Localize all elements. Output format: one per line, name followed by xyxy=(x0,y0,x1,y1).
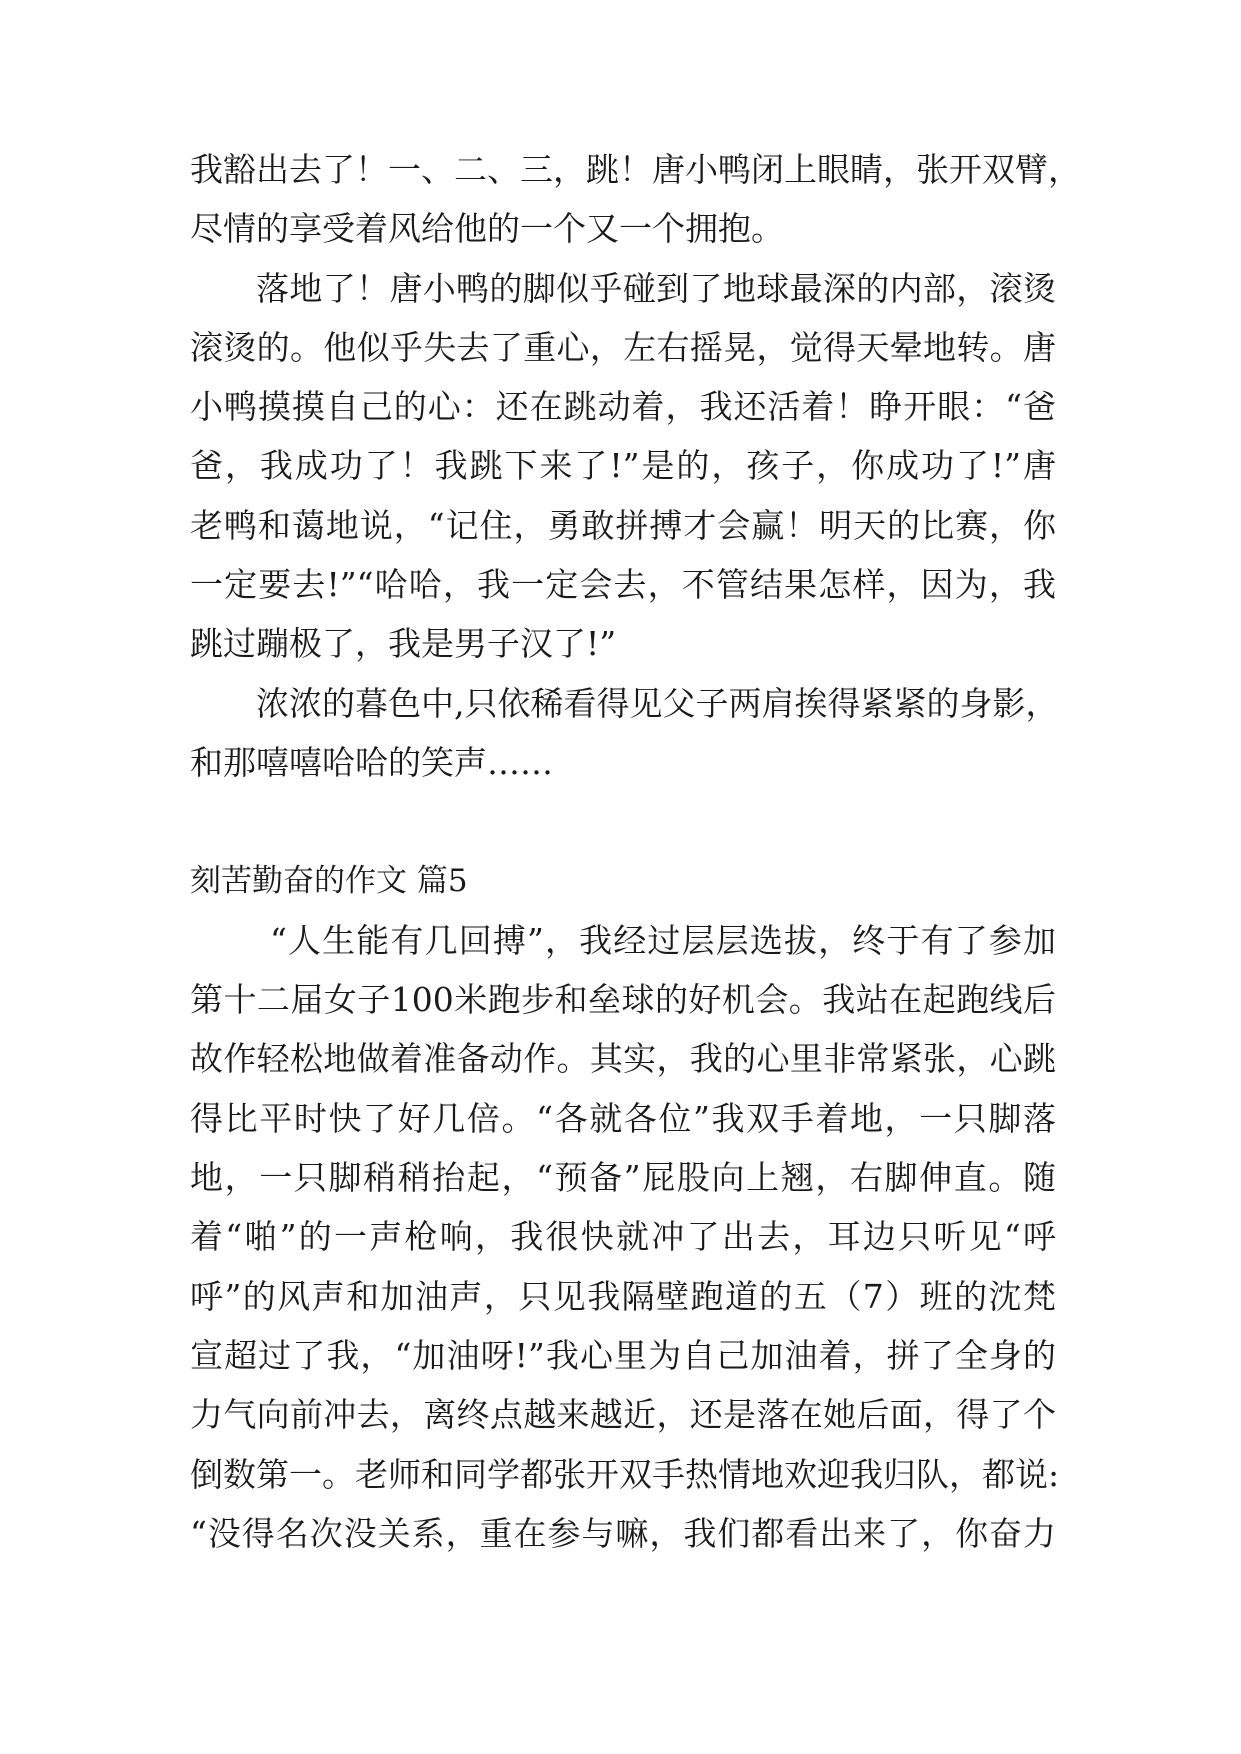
text-line: 呼”的风声和加油声，只见我隔壁跑道的五（7）班的沈梵 xyxy=(190,1276,1056,1316)
text-line: “没得名次没关系，重在参与嘛，我们都看出来了，你奋力 xyxy=(190,1513,1056,1553)
text-line: 落地了！唐小鸭的脚似乎碰到了地球最深的内部，滚烫 xyxy=(256,268,1056,308)
text-line: 尽情的享受着风给他的一个又一个拥抱。 xyxy=(190,209,784,249)
text-line: “人生能有几回搏”，我经过层层选拔，终于有了参加 xyxy=(270,920,1056,960)
text-line: 力气向前冲去，离终点越来越近，还是落在她后面，得了个 xyxy=(190,1395,1056,1435)
section-gap xyxy=(190,792,1056,851)
text-line: 滚烫的。他似乎失去了重心，左右摇晃，觉得天晕地转。唐 xyxy=(190,327,1056,367)
document-page xyxy=(190,140,1081,1563)
text-line: 浓浓的暮色中,只依稀看得见父子两肩挨得紧紧的身影， xyxy=(256,683,1059,723)
paragraph-2 xyxy=(190,259,1056,674)
text-line: 倒数第一。老师和同学都张开双手热情地欢迎我归队，都说: xyxy=(190,1454,1060,1494)
text-line: 故作轻松地做着准备动作。其实，我的心里非常紧张，心跳 xyxy=(190,1039,1056,1079)
text-line: 跳过蹦极了，我是男子汉了!” xyxy=(190,624,617,664)
text-line: 和那嘻嘻哈哈的笑声…… xyxy=(190,742,553,782)
text-line: 地，一只脚稍稍抬起，“预备”屁股向上翘，右脚伸直。随 xyxy=(190,1158,1056,1198)
text-line: 小鸭摸摸自己的心：还在跳动着，我还活着！睁开眼：“爸 xyxy=(190,387,1056,427)
section-heading: 刻苦勤奋的作文 篇5 xyxy=(190,862,468,899)
paragraph-3 xyxy=(190,674,1059,793)
text-line: 老鸭和蔼地说，“记住，勇敢拼搏才会赢！明天的比赛，你 xyxy=(190,505,1056,545)
paragraph-4 xyxy=(190,911,1060,1563)
text-line: 我豁出去了！一、二、三，跳！唐小鸭闭上眼睛，张开双臂， xyxy=(190,150,1081,189)
paragraph-1 xyxy=(190,140,1081,259)
text-line: 一定要去!”“哈哈，我一定会去，不管结果怎样，因为，我 xyxy=(190,565,1056,605)
text-line: 第十二届女子100米跑步和垒球的好机会。我站在起跑线后 xyxy=(190,980,1056,1020)
text-line: 着“啪”的一声枪响，我很快就冲了出去，耳边只听见“呼 xyxy=(190,1217,1056,1257)
text-line: 宣超过了我，“加油呀!”我心里为自己加油着，拼了全身的 xyxy=(190,1335,1056,1375)
text-line: 得比平时快了好几倍。“各就各位”我双手着地，一只脚落 xyxy=(190,1098,1056,1138)
text-line: 爸，我成功了！我跳下来了!”是的，孩子，你成功了!”唐 xyxy=(190,446,1056,486)
